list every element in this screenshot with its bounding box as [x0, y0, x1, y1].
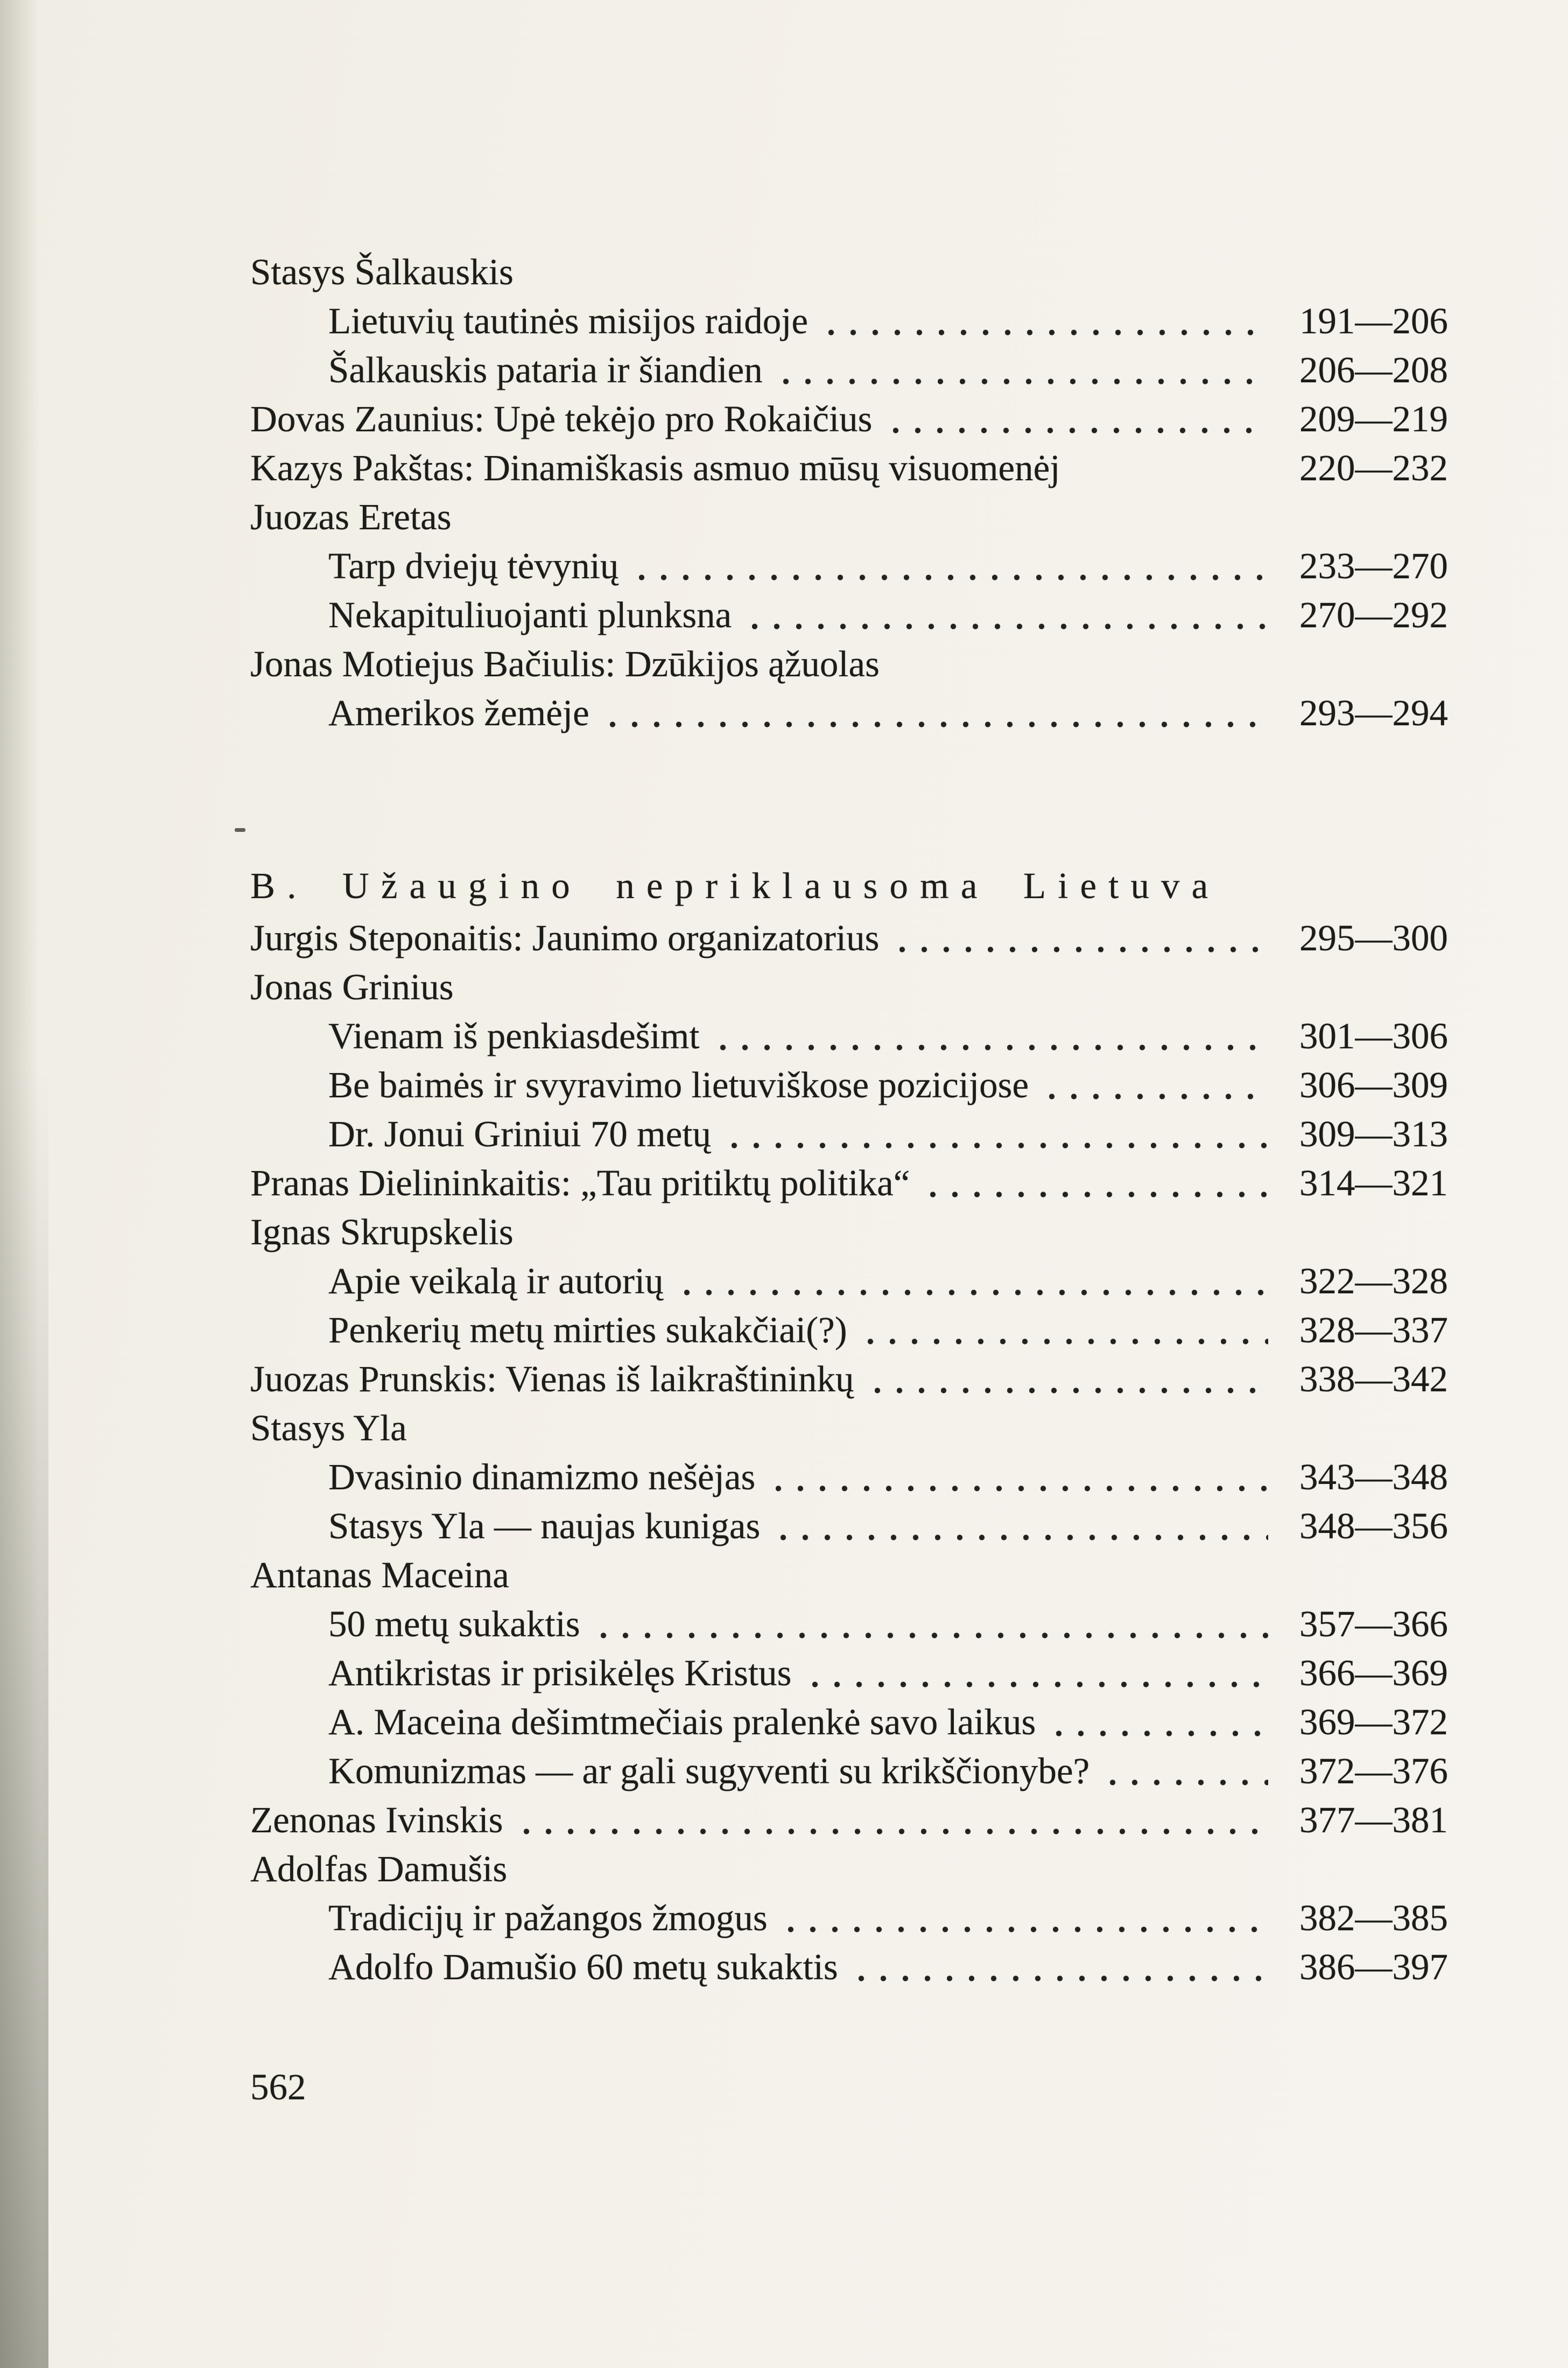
- toc-entry-title: Kazys Pakštas: Dinamiškasis asmuo mūsų visuomenėj: [250, 447, 1060, 488]
- toc-entry-title: Juozas Eretas: [250, 496, 452, 537]
- section-header: B. Užaugino nepriklausoma Lietuva: [250, 865, 1220, 906]
- dot-leader: [732, 1142, 1268, 1148]
- dot-leader: [1110, 1779, 1268, 1785]
- toc-entry-title: A. Maceina dešimtmečiais pralenkė savo laikus: [328, 1701, 1036, 1742]
- page-range: 372—376: [1299, 1750, 1448, 1791]
- dot-leader: [524, 1828, 1268, 1834]
- toc-entry: [250, 248, 1448, 297]
- page-range: 220—232: [1299, 447, 1448, 488]
- toc-entry-title: Penkerių metų mirties sukakčiai(?): [328, 1309, 847, 1350]
- toc-entry: [250, 1747, 1448, 1796]
- page-range: 233—270: [1299, 545, 1448, 586]
- toc-section-b: [250, 914, 1448, 1992]
- toc-entry-title: Tradicijų ir pažangos žmogus: [328, 1897, 768, 1938]
- toc-entry-title: Amerikos žemėje: [328, 692, 589, 733]
- dot-leader: [1056, 1730, 1268, 1736]
- page-range: 348—356: [1299, 1505, 1448, 1546]
- toc-entry: [250, 297, 1448, 346]
- dot-leader: [828, 329, 1268, 335]
- page-range: 386—397: [1299, 1946, 1448, 1987]
- toc-entry-title: Antikristas ir prisikėlęs Kristus: [328, 1652, 792, 1693]
- page-number: 562: [250, 2066, 306, 2107]
- print-artifact-speck: [235, 828, 245, 832]
- table-of-contents: [250, 248, 1448, 2112]
- dot-leader: [752, 623, 1268, 629]
- dot-leader: [1049, 1093, 1268, 1099]
- toc-entry-title: Dovas Zaunius: Upė tekėjo pro Rokaičius: [250, 398, 873, 439]
- toc-entry: [250, 1208, 1448, 1257]
- dot-leader: [930, 1191, 1268, 1197]
- toc-entry: [250, 1159, 1448, 1208]
- toc-entry: [250, 591, 1448, 640]
- page-range: 338—342: [1299, 1358, 1448, 1399]
- toc-entry: [250, 1012, 1448, 1061]
- toc-entry-title: Adolfas Damušis: [250, 1848, 508, 1889]
- dot-leader: [875, 1387, 1268, 1393]
- toc-entry: [250, 1110, 1448, 1159]
- dot-leader: [868, 1338, 1268, 1344]
- toc-entry-title: Stasys Šalkauskis: [250, 251, 514, 292]
- page-range: 209—219: [1299, 398, 1448, 439]
- toc-entry-title: Jonas Grinius: [250, 966, 454, 1007]
- page-range: 343—348: [1299, 1456, 1448, 1497]
- toc-entry: [250, 346, 1448, 395]
- toc-entry: [250, 1061, 1448, 1110]
- toc-entry: [250, 1257, 1448, 1306]
- toc-entry: [250, 493, 1448, 542]
- dot-leader: [601, 1632, 1268, 1638]
- binding-shadow: [0, 0, 48, 2368]
- toc-entry-title: Dvasinio dinamizmo nešėjas: [328, 1456, 756, 1497]
- toc-entry: [250, 1894, 1448, 1943]
- dot-leader: [610, 721, 1268, 727]
- dot-leader: [899, 946, 1268, 952]
- toc-entry: [250, 1306, 1448, 1355]
- toc-entry: [250, 1355, 1448, 1404]
- toc-entry-title: Jurgis Steponaitis: Jaunimo organizatorius: [250, 917, 880, 958]
- dot-leader: [783, 378, 1268, 384]
- toc-entry: [250, 1600, 1448, 1649]
- toc-entry-title: Nekapituliuojanti plunksna: [328, 594, 732, 635]
- dot-leader: [684, 1289, 1268, 1295]
- toc-entry-title: Stasys Yla: [250, 1407, 407, 1448]
- toc-entry: [250, 395, 1448, 444]
- page-range: 322—328: [1299, 1260, 1448, 1301]
- toc-entry: [250, 542, 1448, 591]
- page-range: 366—369: [1299, 1652, 1448, 1693]
- page-range: 328—337: [1299, 1309, 1448, 1350]
- toc-section-a: [250, 248, 1448, 738]
- toc-entry: [250, 1404, 1448, 1453]
- page-range: 295—300: [1299, 917, 1448, 958]
- toc-entry: [250, 444, 1448, 493]
- toc-entry-title: Adolfo Damušio 60 metų sukaktis: [328, 1946, 838, 1987]
- dot-leader: [788, 1926, 1268, 1932]
- toc-entry-title: Apie veikalą ir autorių: [328, 1260, 664, 1301]
- toc-entry: [250, 640, 1448, 689]
- dot-leader: [859, 1975, 1268, 1981]
- toc-entry-title: 50 metų sukaktis: [328, 1603, 580, 1644]
- toc-entry-title: Tarp dviejų tėvynių: [328, 545, 619, 586]
- dot-leader: [781, 1534, 1268, 1540]
- page-range: 293—294: [1299, 692, 1448, 733]
- toc-entry-title: Juozas Prunskis: Vienas iš laikraštininkų: [250, 1358, 854, 1399]
- toc-entry-title: Zenonas Ivinskis: [250, 1799, 503, 1840]
- toc-entry-title: Antanas Maceina: [250, 1554, 509, 1595]
- page-range: 206—208: [1299, 349, 1448, 390]
- dot-leader: [776, 1485, 1268, 1491]
- toc-entry-title: Be baimės ir svyravimo lietuviškose pozicijose: [328, 1064, 1029, 1105]
- toc-entry-title: Vienam iš penkiasdešimt: [328, 1015, 700, 1056]
- toc-entry: [250, 1649, 1448, 1698]
- toc-entry-title: Komunizmas — ar gali sugyventi su krikščionybe?: [328, 1750, 1090, 1791]
- page-range: 369—372: [1299, 1701, 1448, 1742]
- leader-spacer: [1080, 476, 1268, 482]
- toc-entry: [250, 1551, 1448, 1600]
- toc-entry-title: Stasys Yla — naujas kunigas: [328, 1505, 761, 1546]
- page-range: 191—206: [1299, 300, 1448, 341]
- page-range: 377—381: [1299, 1799, 1448, 1840]
- dot-leader: [720, 1044, 1268, 1050]
- page-range: 314—321: [1299, 1162, 1448, 1203]
- toc-entry: [250, 914, 1448, 963]
- toc-entry: [250, 1453, 1448, 1502]
- page-range: 357—366: [1299, 1603, 1448, 1644]
- toc-entry-title: Dr. Jonui Griniui 70 metų: [328, 1113, 712, 1154]
- toc-entry-title: Lietuvių tautinės misijos raidoje: [328, 300, 808, 341]
- toc-entry-title: Šalkauskis pataria ir šiandien: [328, 349, 763, 390]
- toc-entry: [250, 689, 1448, 738]
- toc-entry: [250, 1796, 1448, 1845]
- page-range: 309—313: [1299, 1113, 1448, 1154]
- page-range: 301—306: [1299, 1015, 1448, 1056]
- toc-entry-title: Ignas Skrupskelis: [250, 1211, 514, 1252]
- toc-entry: [250, 1502, 1448, 1551]
- dot-leader: [893, 427, 1268, 433]
- page-range: 270—292: [1299, 594, 1448, 635]
- page-range: 382—385: [1299, 1897, 1448, 1938]
- dot-leader: [639, 574, 1268, 580]
- toc-entry: [250, 963, 1448, 1012]
- toc-entry-title: Jonas Motiejus Bačiulis: Dzūkijos ąžuolas: [250, 643, 880, 684]
- page-range: 306—309: [1299, 1064, 1448, 1105]
- dot-leader: [812, 1681, 1268, 1687]
- toc-entry-title: Pranas Dielininkaitis: „Tau pritiktų politika“: [250, 1162, 910, 1203]
- toc-entry: [250, 1943, 1448, 1992]
- toc-entry: [250, 1698, 1448, 1747]
- toc-entry: [250, 1845, 1448, 1894]
